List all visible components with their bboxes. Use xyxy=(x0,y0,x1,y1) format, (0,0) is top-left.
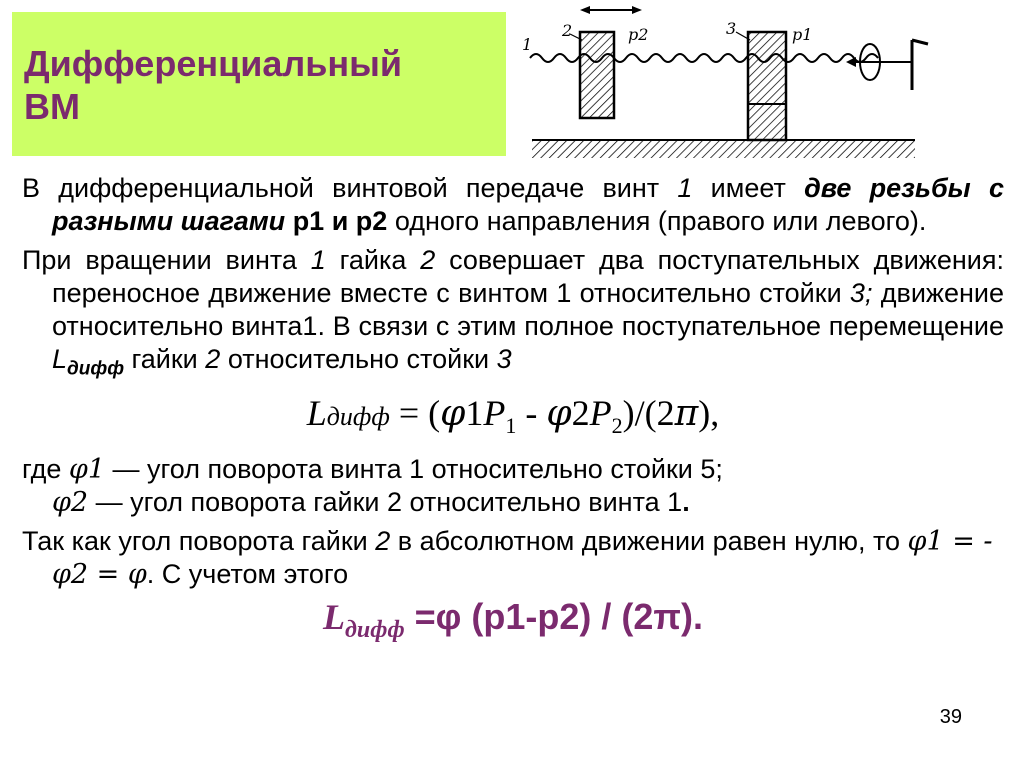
diagram-label-1: 1 xyxy=(522,35,533,54)
formula-main: Lдифф = $(\varphi 1P_1 - \varphi 2P_2)/(2\pi)$, xyxy=(306,393,720,439)
formula-final: $L_{дифф} =\varphi$ (р1-р2) / (2π). xyxy=(323,595,703,643)
page-number: 39 xyxy=(939,706,962,728)
paragraph-4: Так как угол поворота гайки 2 в абсолютном движении равен нулю, то φ1 = - φ2 = φ. С учетом этого xyxy=(22,525,993,590)
slide-body xyxy=(22,172,1004,652)
diagram-label-2: 2 xyxy=(562,21,573,40)
differential-screw-diagram xyxy=(520,0,940,165)
paragraph-2: При вращении винта 1 гайка 2 совершает два поступательных движения: переносное движение вместе с винтом 1 относительно стойки 3; движение относительно винта1. В связи с этим полное поступательное перемещение $L_{дифф}$ гайки 2 относительно стойки 3 xyxy=(22,245,1004,380)
title-box xyxy=(12,12,506,156)
paragraph-1: В дифференциальной винтовой передаче винт 1 имеет две резьбы с разными шагами р1 и р2 одного направления (правого или левого). xyxy=(22,173,1004,236)
diagram-label-3: 3 xyxy=(726,19,737,38)
slide-title-line2: ВМ xyxy=(24,86,80,127)
diagram-label-p1: p1 xyxy=(792,25,813,44)
slide-title-line1: Дифференциальный xyxy=(24,43,402,84)
diagram-label-p2: p2 xyxy=(628,25,649,44)
paragraph-3: где φ1 — угол поворота винта 1 относительно стойки 5; φ2 — угол поворота гайки 2 относительно винта 1. xyxy=(22,453,723,518)
